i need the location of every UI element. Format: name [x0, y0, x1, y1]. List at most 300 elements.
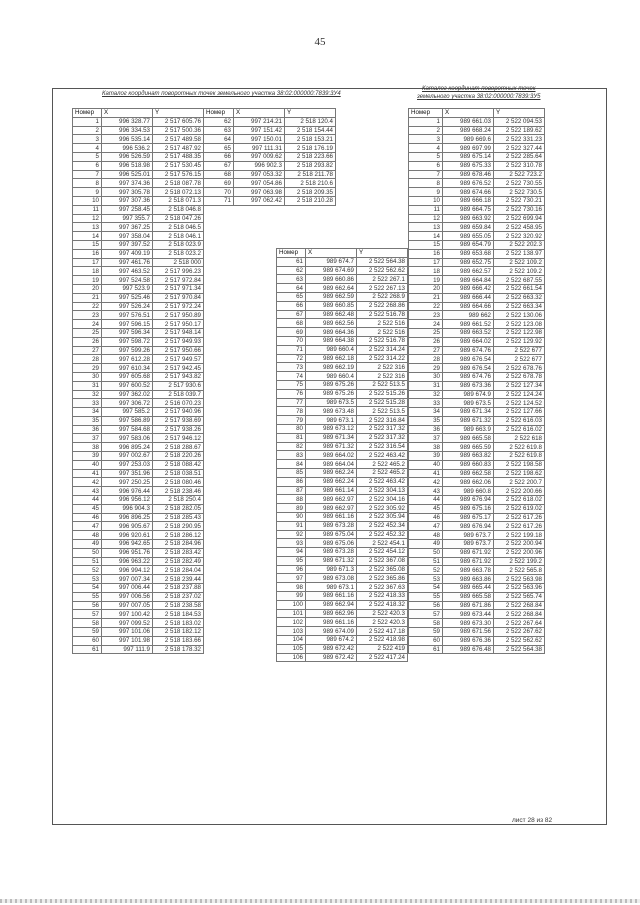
point-number: 48 [409, 531, 443, 540]
point-number: 6 [409, 161, 443, 170]
table-row [409, 584, 545, 593]
x-coordinate: 989 675.04 [306, 530, 357, 539]
x-coordinate: 997 596.34 [102, 328, 153, 337]
coordinate-table-4 [408, 108, 545, 654]
table-row [277, 618, 408, 627]
y-coordinate: 2 522 317.32 [357, 433, 408, 442]
y-coordinate: 2 522 458.95 [494, 223, 545, 232]
point-number: 17 [73, 258, 102, 267]
x-coordinate: 997 463.52 [102, 267, 153, 276]
table-row [409, 258, 545, 267]
point-number: 29 [73, 364, 102, 373]
y-coordinate: 2 522 138.97 [494, 249, 545, 258]
y-coordinate: 2 522 320.92 [494, 232, 545, 241]
y-coordinate: 2 522 465.2 [357, 468, 408, 477]
point-number: 24 [73, 320, 102, 329]
x-coordinate: 996 328.77 [102, 117, 153, 126]
point-number: 24 [409, 320, 443, 329]
x-coordinate: 997 524.58 [102, 276, 153, 285]
y-coordinate: 2 522 268.84 [494, 610, 545, 619]
table-row [277, 592, 408, 601]
y-coordinate: 2 522 677 [494, 346, 545, 355]
table-row [73, 328, 204, 337]
point-number: 1 [409, 117, 443, 126]
point-number: 81 [277, 433, 306, 442]
point-number: 51 [409, 557, 443, 566]
y-coordinate: 2 522 454.12 [357, 548, 408, 557]
table-row [409, 205, 545, 214]
table-row [277, 336, 408, 345]
x-coordinate: 997 214.21 [234, 117, 285, 126]
x-coordinate: 989 674.9 [443, 390, 494, 399]
table-row [204, 117, 336, 126]
header-x: X [234, 109, 285, 118]
y-coordinate: 2 522 678.76 [494, 364, 545, 373]
x-coordinate: 997 253.03 [102, 460, 153, 469]
y-coordinate: 2 522 199.2 [494, 557, 545, 566]
y-coordinate: 2 518 286.12 [153, 531, 204, 540]
point-number: 27 [73, 346, 102, 355]
point-number: 50 [409, 548, 443, 557]
y-coordinate: 2 522 420.3 [357, 609, 408, 618]
table-row [277, 407, 408, 416]
point-number: 58 [409, 619, 443, 628]
table-row [277, 574, 408, 583]
y-coordinate: 2 518 038.51 [153, 469, 204, 478]
y-coordinate: 2 522 127.34 [494, 381, 545, 390]
x-coordinate: 997 409.19 [102, 249, 153, 258]
x-coordinate: 989 665.58 [443, 434, 494, 443]
y-coordinate: 2 518 238.58 [153, 601, 204, 610]
y-coordinate: 2 522 367.08 [357, 556, 408, 565]
point-number: 31 [409, 381, 443, 390]
point-number: 61 [409, 645, 443, 654]
y-coordinate: 2 522 723.2 [494, 170, 545, 179]
point-number: 8 [73, 179, 102, 188]
x-coordinate: 997 009.62 [234, 152, 285, 161]
x-coordinate: 996 895.24 [102, 443, 153, 452]
point-number: 77 [277, 398, 306, 407]
x-coordinate: 989 665.59 [443, 443, 494, 452]
x-coordinate: 997 007.34 [102, 575, 153, 584]
table-row [277, 354, 408, 363]
point-number: 53 [409, 575, 443, 584]
y-coordinate: 2 522 563.96 [494, 584, 545, 593]
table-row [409, 126, 545, 135]
table-row [277, 460, 408, 469]
point-number: 68 [277, 319, 306, 328]
y-coordinate: 2 522 314.24 [357, 345, 408, 354]
point-number: 58 [73, 619, 102, 628]
point-number: 9 [73, 188, 102, 197]
x-coordinate: 989 674.2 [306, 636, 357, 645]
table-row [277, 310, 408, 319]
table-row [409, 548, 545, 557]
point-number: 18 [409, 267, 443, 276]
point-number: 35 [73, 416, 102, 425]
x-coordinate: 989 660.85 [306, 301, 357, 310]
y-coordinate: 2 522 124.24 [494, 390, 545, 399]
y-coordinate: 2 517 949.57 [153, 355, 204, 364]
point-number: 3 [73, 135, 102, 144]
point-number: 85 [277, 468, 306, 477]
table-row [409, 416, 545, 425]
x-coordinate: 989 660.8 [443, 487, 494, 496]
y-coordinate: 2 517 972.24 [153, 302, 204, 311]
point-number: 22 [73, 302, 102, 311]
point-number: 42 [409, 478, 443, 487]
y-coordinate: 2 522 619.02 [494, 504, 545, 513]
table-row [277, 495, 408, 504]
table-row [73, 196, 204, 205]
y-coordinate: 2 517 530.45 [153, 161, 204, 170]
y-coordinate: 2 517 946.12 [153, 434, 204, 443]
table-row [409, 311, 545, 320]
point-number: 29 [409, 364, 443, 373]
y-coordinate: 2 522 094.53 [494, 117, 545, 126]
table-row [73, 645, 204, 654]
x-coordinate: 989 662.48 [306, 310, 357, 319]
y-coordinate: 2 522 109.2 [494, 267, 545, 276]
x-coordinate: 997 101.06 [102, 628, 153, 637]
table-row [409, 346, 545, 355]
point-number: 101 [277, 609, 306, 618]
point-number: 17 [409, 258, 443, 267]
table-row [277, 653, 408, 662]
x-coordinate: 989 666.44 [443, 293, 494, 302]
point-number: 27 [409, 346, 443, 355]
y-coordinate: 2 517 576.15 [153, 170, 204, 179]
table-row [409, 487, 545, 496]
table-row [409, 364, 545, 373]
point-number: 45 [409, 504, 443, 513]
table-row [277, 433, 408, 442]
y-coordinate: 2 522 699.94 [494, 214, 545, 223]
x-coordinate: 989 662.59 [306, 292, 357, 301]
point-number: 14 [73, 232, 102, 241]
x-coordinate: 997 305.78 [102, 188, 153, 197]
x-coordinate: 996 920.61 [102, 531, 153, 540]
x-coordinate: 989 662.97 [306, 504, 357, 513]
point-number: 13 [409, 223, 443, 232]
x-coordinate: 989 675.14 [443, 152, 494, 161]
x-coordinate: 989 663.52 [443, 328, 494, 337]
y-coordinate: 2 522 564.38 [494, 645, 545, 654]
x-coordinate: 997 576.51 [102, 311, 153, 320]
x-coordinate: 989 674.66 [443, 188, 494, 197]
point-number: 42 [73, 478, 102, 487]
x-coordinate: 989 673.5 [306, 398, 357, 407]
x-coordinate: 989 666.18 [443, 196, 494, 205]
y-coordinate: 2 522 465.2 [357, 460, 408, 469]
table-header-row [277, 249, 408, 258]
point-number: 86 [277, 477, 306, 486]
table-row [73, 284, 204, 293]
y-coordinate: 2 518 184.53 [153, 610, 204, 619]
table-row [277, 372, 408, 381]
point-number: 50 [73, 548, 102, 557]
y-coordinate: 2 518 178.32 [153, 645, 204, 654]
x-coordinate: 989 662 [443, 311, 494, 320]
table-row [409, 302, 545, 311]
point-number: 21 [409, 293, 443, 302]
y-coordinate: 2 518 088.42 [153, 460, 204, 469]
table-row [277, 512, 408, 521]
point-number: 55 [409, 592, 443, 601]
y-coordinate: 2 522 202.3 [494, 240, 545, 249]
y-coordinate: 2 518 293.82 [285, 161, 336, 170]
table-row [73, 179, 204, 188]
y-coordinate: 2 518 284.04 [153, 566, 204, 575]
x-coordinate: 989 676.36 [443, 636, 494, 645]
table-row [277, 275, 408, 284]
point-number: 30 [73, 372, 102, 381]
point-number: 23 [73, 311, 102, 320]
table-row [204, 179, 336, 188]
point-number: 69 [277, 328, 306, 337]
x-coordinate: 989 674.76 [443, 346, 494, 355]
x-coordinate: 997 585.2 [102, 408, 153, 417]
point-number: 40 [73, 460, 102, 469]
point-number: 40 [409, 460, 443, 469]
x-coordinate: 989 678.46 [443, 170, 494, 179]
table-row [73, 364, 204, 373]
table-row [277, 539, 408, 548]
point-number: 36 [73, 425, 102, 434]
x-coordinate: 989 675.06 [306, 539, 357, 548]
point-number: 52 [409, 566, 443, 575]
table-row [409, 399, 545, 408]
y-coordinate: 2 522 267.62 [494, 628, 545, 637]
point-number: 91 [277, 521, 306, 530]
point-number: 2 [409, 126, 443, 135]
scan-edge [0, 899, 640, 903]
table-row [409, 276, 545, 285]
table-row [73, 258, 204, 267]
y-coordinate: 2 518 288.67 [153, 443, 204, 452]
x-coordinate: 997 063.98 [234, 188, 285, 197]
point-number: 32 [409, 390, 443, 399]
x-coordinate: 989 697.99 [443, 144, 494, 153]
point-number: 28 [409, 355, 443, 364]
x-coordinate: 989 673.1 [306, 583, 357, 592]
point-number: 20 [409, 284, 443, 293]
table-row [409, 152, 545, 161]
table-row [204, 135, 336, 144]
point-number: 55 [73, 592, 102, 601]
point-number: 70 [277, 336, 306, 345]
x-coordinate: 989 674.7 [306, 257, 357, 266]
y-coordinate: 2 522 316 [357, 372, 408, 381]
table-row [409, 610, 545, 619]
table-row [409, 337, 545, 346]
y-coordinate: 2 518 210.28 [285, 196, 336, 205]
y-coordinate: 2 517 970.84 [153, 293, 204, 302]
y-coordinate: 2 522 730.55 [494, 179, 545, 188]
table-row [73, 522, 204, 531]
x-coordinate: 989 663.86 [443, 575, 494, 584]
x-coordinate: 989 662.24 [306, 477, 357, 486]
x-coordinate: 997 100.42 [102, 610, 153, 619]
point-number: 76 [277, 389, 306, 398]
x-coordinate: 989 662.96 [306, 609, 357, 618]
point-number: 87 [277, 486, 306, 495]
table-row [409, 496, 545, 505]
point-number: 89 [277, 504, 306, 513]
table-row [409, 469, 545, 478]
y-coordinate: 2 522 564.38 [357, 257, 408, 266]
table-row [409, 267, 545, 276]
y-coordinate: 2 517 938.26 [153, 425, 204, 434]
page-number: 45 [314, 36, 326, 48]
x-coordinate: 989 654.79 [443, 240, 494, 249]
point-number: 105 [277, 644, 306, 653]
y-coordinate: 2 522 617.26 [494, 522, 545, 531]
y-coordinate: 2 522 304.16 [357, 495, 408, 504]
x-coordinate: 997 526.24 [102, 302, 153, 311]
point-number: 95 [277, 556, 306, 565]
point-number: 4 [409, 144, 443, 153]
y-coordinate: 2 522 267.1 [357, 275, 408, 284]
y-coordinate: 2 517 972.84 [153, 276, 204, 285]
table-row [277, 477, 408, 486]
table-row [409, 240, 545, 249]
table-row [409, 645, 545, 654]
y-coordinate: 2 522 513.5 [357, 407, 408, 416]
x-coordinate: 997 367.25 [102, 223, 153, 232]
y-coordinate: 2 518 239.44 [153, 575, 204, 584]
x-coordinate: 997 600.52 [102, 381, 153, 390]
x-coordinate: 989 664.38 [306, 336, 357, 345]
header-number: Номер [409, 109, 443, 118]
x-coordinate: 996 904.3 [102, 504, 153, 513]
table-row [73, 205, 204, 214]
x-coordinate: 989 674.76 [443, 372, 494, 381]
table-row [73, 135, 204, 144]
table-row [409, 214, 545, 223]
y-coordinate: 2 522 316 [357, 363, 408, 372]
point-number: 3 [409, 135, 443, 144]
table-row [73, 126, 204, 135]
table-row [73, 346, 204, 355]
point-number: 59 [409, 628, 443, 637]
y-coordinate: 2 522 562.62 [494, 636, 545, 645]
y-coordinate: 2 518 290.95 [153, 522, 204, 531]
point-number: 84 [277, 460, 306, 469]
point-number: 92 [277, 530, 306, 539]
x-coordinate: 989 675.33 [443, 161, 494, 170]
point-number: 78 [277, 407, 306, 416]
y-coordinate: 2 522 267.13 [357, 284, 408, 293]
table-row [73, 276, 204, 285]
table-row [277, 521, 408, 530]
table-row [277, 565, 408, 574]
y-coordinate: 2 517 488.35 [153, 152, 204, 161]
table-row [409, 355, 545, 364]
point-number: 65 [277, 292, 306, 301]
y-coordinate: 2 518 120.4 [285, 117, 336, 126]
table-row [73, 293, 204, 302]
header-number: Номер [277, 249, 306, 258]
y-coordinate: 2 522 515.28 [357, 398, 408, 407]
point-number: 32 [73, 390, 102, 399]
table-caption-left: Каталог координат поворотных точек земельного участка 38:02:000000:7839:3У4 [102, 91, 341, 97]
point-number: 99 [277, 592, 306, 601]
point-number: 44 [409, 496, 443, 505]
x-coordinate: 989 673.36 [443, 381, 494, 390]
y-coordinate: 2 522 516 [357, 328, 408, 337]
table-row [73, 601, 204, 610]
y-coordinate: 2 522 367.63 [357, 583, 408, 592]
x-coordinate: 989 662.24 [306, 468, 357, 477]
table-row [409, 188, 545, 197]
x-coordinate: 989 664.66 [443, 302, 494, 311]
table-row [73, 628, 204, 637]
coordinate-table-2 [203, 108, 336, 206]
table-row [73, 152, 204, 161]
x-coordinate: 989 674.69 [306, 266, 357, 275]
point-number: 106 [277, 653, 306, 662]
table-row [409, 434, 545, 443]
x-coordinate: 989 660.83 [443, 460, 494, 469]
x-coordinate: 997 101.98 [102, 636, 153, 645]
y-coordinate: 2 522 515.26 [357, 389, 408, 398]
table-row [73, 161, 204, 170]
table-header-row [73, 109, 204, 118]
point-number: 93 [277, 539, 306, 548]
table-row [409, 135, 545, 144]
table-row [73, 592, 204, 601]
point-number: 47 [73, 522, 102, 531]
table-row [73, 496, 204, 505]
y-coordinate: 2 517 949.93 [153, 337, 204, 346]
y-coordinate: 2 522 365.08 [357, 565, 408, 574]
x-coordinate: 997 307.36 [102, 196, 153, 205]
point-number: 73 [277, 363, 306, 372]
x-coordinate: 989 672.42 [306, 653, 357, 662]
x-coordinate: 996 525.01 [102, 170, 153, 179]
x-coordinate: 989 662.97 [306, 495, 357, 504]
table-row [73, 610, 204, 619]
point-number: 48 [73, 531, 102, 540]
y-coordinate: 2 522 616.02 [494, 425, 545, 434]
y-coordinate: 2 522 562.62 [357, 266, 408, 275]
y-coordinate: 2 518 071.3 [153, 196, 204, 205]
y-coordinate: 2 518 211.78 [285, 170, 336, 179]
table-row [409, 144, 545, 153]
y-coordinate: 2 518 282.05 [153, 504, 204, 513]
point-number: 39 [409, 452, 443, 461]
y-coordinate: 2 522 199.18 [494, 531, 545, 540]
point-number: 59 [73, 628, 102, 637]
y-coordinate: 2 522 200.96 [494, 548, 545, 557]
table-row [204, 144, 336, 153]
y-coordinate: 2 522 618.02 [494, 496, 545, 505]
y-coordinate: 2 522 316.84 [357, 416, 408, 425]
table-row [409, 328, 545, 337]
y-coordinate: 2 518 285.43 [153, 513, 204, 522]
table-row [204, 196, 336, 205]
header-number: Номер [73, 109, 102, 118]
header-y: Y [153, 109, 204, 118]
point-number: 46 [409, 513, 443, 522]
x-coordinate: 997 002.67 [102, 452, 153, 461]
point-number: 69 [204, 179, 234, 188]
x-coordinate: 997 006.44 [102, 584, 153, 593]
table-row [73, 460, 204, 469]
table-row [204, 188, 336, 197]
y-coordinate: 2 522 420.3 [357, 618, 408, 627]
